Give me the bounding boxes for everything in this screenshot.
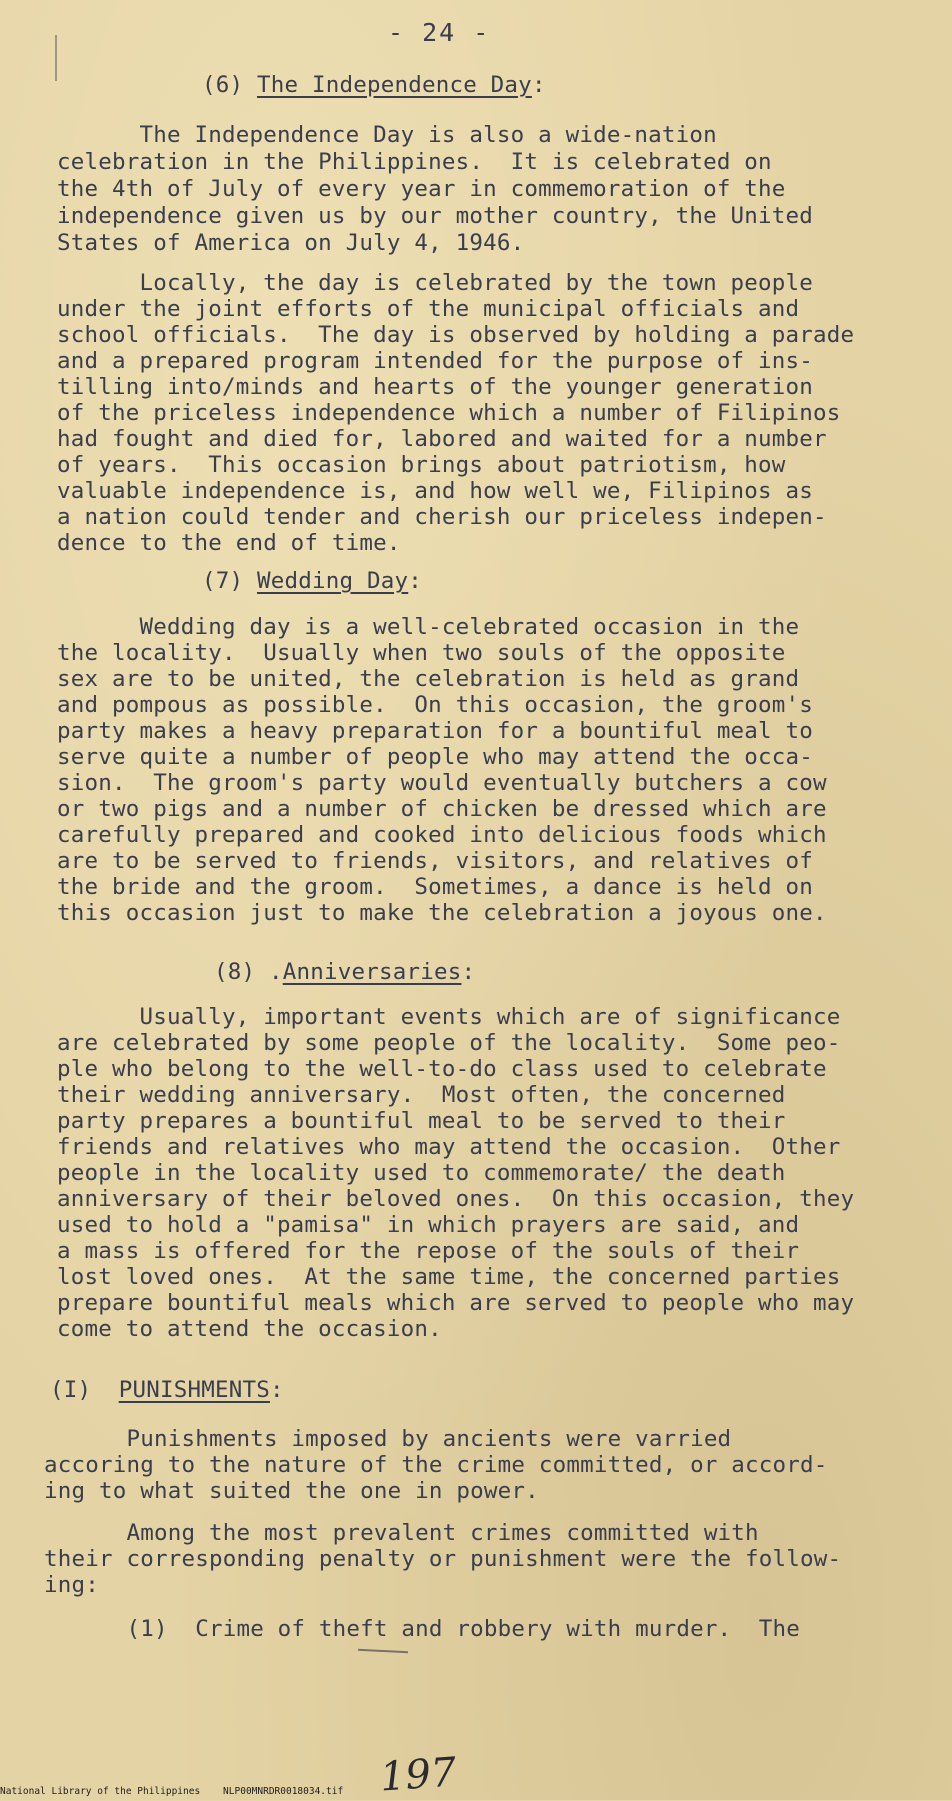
text-line: are to be served to friends, visitors, and relatives of (57, 848, 814, 874)
text-line: anniversary of their beloved ones. On this occasion, they (57, 1186, 855, 1212)
page-number: - 24 - (388, 18, 491, 47)
text-line: The Independence Day is also a wide-nation (57, 122, 717, 148)
section-title: The Independence Day (257, 72, 532, 98)
text-line: come to attend the occasion. (57, 1316, 442, 1342)
text-line: and a prepared program intended for the purpose of ins- (57, 348, 814, 374)
text-line: the 4th of July of every year in commemoration of the (57, 176, 786, 202)
text-line: under the joint efforts of the municipal officials and (57, 296, 800, 322)
text-line: Usually, important events which are of significance (57, 1004, 841, 1030)
handwritten-page-number: 197 (378, 1749, 458, 1801)
text-line: or two pigs and a number of chicken be dressed which are (57, 796, 827, 822)
text-line: Among the most prevalent crimes committed with (44, 1520, 759, 1546)
text-line: party prepares a bountiful meal to be served to their (57, 1108, 786, 1134)
text-line: a nation could tender and cherish our priceless indepen- (57, 504, 827, 530)
text-line: Wedding day is a well-celebrated occasion in the (57, 614, 800, 640)
text-line: had fought and died for, labored and waited for a number (57, 426, 827, 452)
text-line: ple who belong to the well-to-do class used to celebrate (57, 1056, 827, 1082)
text-line: Punishments imposed by ancients were varried (44, 1426, 732, 1452)
text-line: school officials. The day is observed by holding a parade (57, 322, 855, 348)
text-line: celebration in the Philippines. It is celebrated on (57, 149, 772, 175)
text-line: and pompous as possible. On this occasion, the groom's (57, 692, 814, 718)
text-line: ing to what suited the one in power. (44, 1478, 539, 1504)
text-line: their wedding anniversary. Most often, the concerned (57, 1082, 786, 1108)
text-line: lost loved ones. At the same time, the concerned parties (57, 1264, 841, 1290)
text-line: the locality. Usually when two souls of the opposite (57, 640, 786, 666)
text-line: serve quite a number of people who may attend the occa- (57, 744, 814, 770)
text-line: prepare bountiful meals which are served to people who may (57, 1290, 855, 1316)
section-heading: (7) Wedding Day: (202, 568, 422, 594)
section-heading: (6) The Independence Day: (202, 72, 546, 98)
list-item: (1) Crime of theft and robbery with murder. The (44, 1616, 801, 1642)
margin-mark (55, 35, 57, 81)
text-line: sex are to be united, the celebration is held as grand (57, 666, 800, 692)
text-line: a mass is offered for the repose of the souls of their (57, 1238, 800, 1264)
text-line: of the priceless independence which a number of Filipinos (57, 400, 841, 426)
text-line: valuable independence is, and how well we, Filipinos as (57, 478, 814, 504)
text-line: ing: (44, 1572, 99, 1598)
text-line: their corresponding penalty or punishment were the follow- (44, 1546, 842, 1572)
text-line: of years. This occasion brings about patriotism, how (57, 452, 786, 478)
section-title: PUNISHMENTS (118, 1377, 270, 1403)
section-heading: (I) PUNISHMENTS: (50, 1377, 284, 1403)
text-line: independence given us by our mother country, the United (57, 203, 814, 229)
text-line: party makes a heavy preparation for a bountiful meal to (57, 718, 814, 744)
text-line: accoring to the nature of the crime committed, or accord- (44, 1452, 828, 1478)
pencil-mark (358, 1649, 408, 1654)
text-line: dence to the end of time. (57, 530, 401, 556)
text-line: carefully prepared and cooked into delicious foods which (57, 822, 827, 848)
text-line: are celebrated by some people of the locality. Some peo- (57, 1030, 841, 1056)
text-line: friends and relatives who may attend the occasion. Other (57, 1134, 841, 1160)
section-heading: (8) .Anniversaries: (214, 959, 476, 985)
text-line: Locally, the day is celebrated by the town people (57, 270, 814, 296)
text-line: tilling into/minds and hearts of the younger generation (57, 374, 814, 400)
text-line: this occasion just to make the celebration a joyous one. (57, 900, 827, 926)
text-line: the bride and the groom. Sometimes, a dance is held on (57, 874, 814, 900)
text-line: sion. The groom's party would eventually butchers a cow (57, 770, 827, 796)
text-line: States of America on July 4, 1946. (57, 230, 525, 256)
text-line: used to hold a "pamisa" in which prayers are said, and (57, 1212, 800, 1238)
archive-footer: National Library of the Philippines NLP00MNRDR0018034.tif (0, 1786, 344, 1797)
section-title: Wedding Day (257, 568, 409, 594)
text-line: people in the locality used to commemorate/ the death (57, 1160, 786, 1186)
section-title: Anniversaries (282, 959, 462, 985)
